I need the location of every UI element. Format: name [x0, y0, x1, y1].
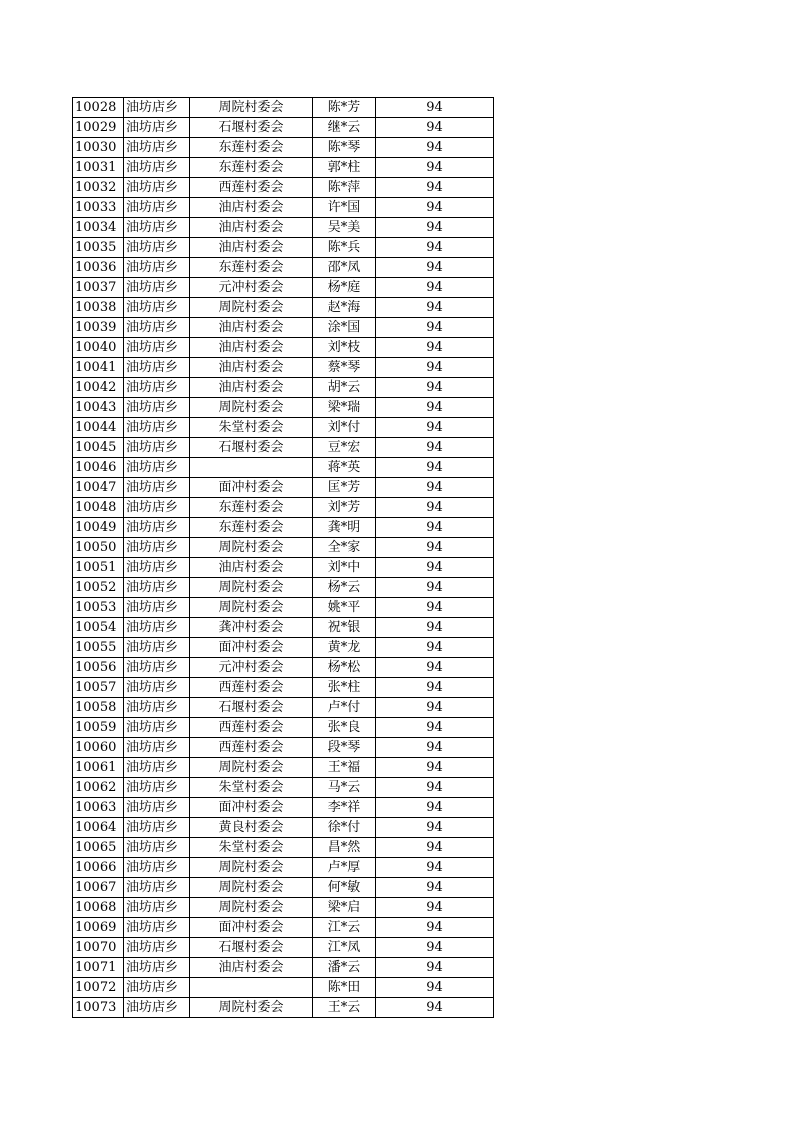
- score-cell: 94: [376, 378, 494, 398]
- village-cell: 油店村委会: [190, 218, 313, 238]
- record-id-cell: 10044: [73, 418, 124, 438]
- village-cell: 周院村委会: [190, 398, 313, 418]
- village-cell: 油店村委会: [190, 338, 313, 358]
- table-row: [73, 678, 494, 698]
- village-cell: 油店村委会: [190, 238, 313, 258]
- record-id-cell: 10063: [73, 798, 124, 818]
- score-cell: 94: [376, 598, 494, 618]
- village-cell: 面冲村委会: [190, 918, 313, 938]
- village-cell: 面冲村委会: [190, 638, 313, 658]
- town-cell: 油坊店乡: [124, 638, 190, 658]
- name-cell: 刘*付: [313, 418, 376, 438]
- record-id-cell: 10059: [73, 718, 124, 738]
- town-cell: 油坊店乡: [124, 998, 190, 1018]
- table-row: [73, 198, 494, 218]
- table-row: [73, 738, 494, 758]
- name-cell: 陈*琴: [313, 138, 376, 158]
- town-cell: 油坊店乡: [124, 838, 190, 858]
- table-row: [73, 818, 494, 838]
- table-row: [73, 138, 494, 158]
- record-id-cell: 10073: [73, 998, 124, 1018]
- town-cell: 油坊店乡: [124, 418, 190, 438]
- name-cell: 卢*付: [313, 698, 376, 718]
- record-id-cell: 10067: [73, 878, 124, 898]
- table-row: [73, 658, 494, 678]
- score-cell: 94: [376, 318, 494, 338]
- table-row: [73, 98, 494, 118]
- village-cell: 油店村委会: [190, 378, 313, 398]
- record-id-cell: 10029: [73, 118, 124, 138]
- name-cell: 刘*芳: [313, 498, 376, 518]
- village-cell: 面冲村委会: [190, 798, 313, 818]
- score-cell: 94: [376, 438, 494, 458]
- village-cell: 西莲村委会: [190, 738, 313, 758]
- village-cell: 周院村委会: [190, 598, 313, 618]
- village-cell: 石堰村委会: [190, 698, 313, 718]
- table-row: [73, 158, 494, 178]
- record-id-cell: 10031: [73, 158, 124, 178]
- score-cell: 94: [376, 198, 494, 218]
- name-cell: 杨*庭: [313, 278, 376, 298]
- name-cell: 吴*美: [313, 218, 376, 238]
- town-cell: 油坊店乡: [124, 778, 190, 798]
- table-row: [73, 238, 494, 258]
- name-cell: 匡*芳: [313, 478, 376, 498]
- table-row: [73, 838, 494, 858]
- town-cell: 油坊店乡: [124, 158, 190, 178]
- table-row: [73, 298, 494, 318]
- village-cell: 龚冲村委会: [190, 618, 313, 638]
- score-cell: 94: [376, 718, 494, 738]
- table-row: [73, 638, 494, 658]
- town-cell: 油坊店乡: [124, 238, 190, 258]
- score-cell: 94: [376, 238, 494, 258]
- town-cell: 油坊店乡: [124, 318, 190, 338]
- name-cell: 李*祥: [313, 798, 376, 818]
- table-row: [73, 878, 494, 898]
- village-cell: 东莲村委会: [190, 138, 313, 158]
- name-cell: 黄*龙: [313, 638, 376, 658]
- village-cell: 油店村委会: [190, 318, 313, 338]
- record-id-cell: 10061: [73, 758, 124, 778]
- village-cell: [190, 458, 313, 478]
- name-cell: 陈*萍: [313, 178, 376, 198]
- table-row: [73, 418, 494, 438]
- record-id-cell: 10028: [73, 98, 124, 118]
- town-cell: 油坊店乡: [124, 938, 190, 958]
- record-id-cell: 10040: [73, 338, 124, 358]
- name-cell: 杨*松: [313, 658, 376, 678]
- village-cell: 元冲村委会: [190, 658, 313, 678]
- town-cell: 油坊店乡: [124, 338, 190, 358]
- name-cell: 胡*云: [313, 378, 376, 398]
- table-row: [73, 718, 494, 738]
- score-cell: 94: [376, 358, 494, 378]
- record-id-cell: 10038: [73, 298, 124, 318]
- town-cell: 油坊店乡: [124, 198, 190, 218]
- village-cell: 周院村委会: [190, 998, 313, 1018]
- record-id-cell: 10062: [73, 778, 124, 798]
- village-cell: 石堰村委会: [190, 118, 313, 138]
- name-cell: 郭*柱: [313, 158, 376, 178]
- village-cell: 石堰村委会: [190, 438, 313, 458]
- record-id-cell: 10058: [73, 698, 124, 718]
- name-cell: 豆*宏: [313, 438, 376, 458]
- score-cell: 94: [376, 498, 494, 518]
- town-cell: 油坊店乡: [124, 538, 190, 558]
- town-cell: 油坊店乡: [124, 958, 190, 978]
- table-row: [73, 318, 494, 338]
- score-cell: 94: [376, 478, 494, 498]
- name-cell: 张*良: [313, 718, 376, 738]
- table-row: [73, 478, 494, 498]
- table-row: [73, 178, 494, 198]
- table-row: [73, 118, 494, 138]
- table-row: [73, 258, 494, 278]
- name-cell: 梁*瑞: [313, 398, 376, 418]
- town-cell: 油坊店乡: [124, 698, 190, 718]
- village-cell: 周院村委会: [190, 578, 313, 598]
- record-id-cell: 10054: [73, 618, 124, 638]
- score-cell: 94: [376, 958, 494, 978]
- village-cell: 周院村委会: [190, 298, 313, 318]
- table-row: [73, 578, 494, 598]
- village-cell: 朱堂村委会: [190, 418, 313, 438]
- village-cell: 面冲村委会: [190, 478, 313, 498]
- table-row: [73, 558, 494, 578]
- table-row: [73, 938, 494, 958]
- village-cell: 周院村委会: [190, 858, 313, 878]
- name-cell: 邵*凤: [313, 258, 376, 278]
- town-cell: 油坊店乡: [124, 458, 190, 478]
- town-cell: 油坊店乡: [124, 598, 190, 618]
- village-cell: 元冲村委会: [190, 278, 313, 298]
- village-cell: 东莲村委会: [190, 258, 313, 278]
- village-cell: 周院村委会: [190, 758, 313, 778]
- score-cell: 94: [376, 758, 494, 778]
- record-id-cell: 10050: [73, 538, 124, 558]
- name-cell: 马*云: [313, 778, 376, 798]
- town-cell: 油坊店乡: [124, 378, 190, 398]
- score-cell: 94: [376, 458, 494, 478]
- town-cell: 油坊店乡: [124, 278, 190, 298]
- town-cell: 油坊店乡: [124, 798, 190, 818]
- name-cell: 王*云: [313, 998, 376, 1018]
- table-row: [73, 398, 494, 418]
- record-id-cell: 10069: [73, 918, 124, 938]
- score-cell: 94: [376, 798, 494, 818]
- town-cell: 油坊店乡: [124, 438, 190, 458]
- score-cell: 94: [376, 638, 494, 658]
- village-cell: 西莲村委会: [190, 718, 313, 738]
- table-row: [73, 758, 494, 778]
- record-id-cell: 10035: [73, 238, 124, 258]
- score-cell: 94: [376, 898, 494, 918]
- record-id-cell: 10053: [73, 598, 124, 618]
- village-cell: 油店村委会: [190, 198, 313, 218]
- name-cell: 祝*银: [313, 618, 376, 638]
- village-cell: 东莲村委会: [190, 158, 313, 178]
- table-row: [73, 458, 494, 478]
- town-cell: 油坊店乡: [124, 858, 190, 878]
- village-cell: 油店村委会: [190, 358, 313, 378]
- town-cell: 油坊店乡: [124, 398, 190, 418]
- town-cell: 油坊店乡: [124, 518, 190, 538]
- name-cell: 段*琴: [313, 738, 376, 758]
- name-cell: 徐*付: [313, 818, 376, 838]
- score-cell: 94: [376, 698, 494, 718]
- score-cell: 94: [376, 858, 494, 878]
- name-cell: 蒋*英: [313, 458, 376, 478]
- table-row: [73, 218, 494, 238]
- record-id-cell: 10055: [73, 638, 124, 658]
- name-cell: 蔡*琴: [313, 358, 376, 378]
- village-cell: 周院村委会: [190, 98, 313, 118]
- village-cell: 周院村委会: [190, 898, 313, 918]
- name-cell: 卢*厚: [313, 858, 376, 878]
- roster-table: [72, 97, 494, 1018]
- score-cell: 94: [376, 258, 494, 278]
- record-id-cell: 10070: [73, 938, 124, 958]
- score-cell: 94: [376, 418, 494, 438]
- record-id-cell: 10060: [73, 738, 124, 758]
- town-cell: 油坊店乡: [124, 558, 190, 578]
- score-cell: 94: [376, 578, 494, 598]
- name-cell: 姚*平: [313, 598, 376, 618]
- name-cell: 潘*云: [313, 958, 376, 978]
- score-cell: 94: [376, 838, 494, 858]
- record-id-cell: 10057: [73, 678, 124, 698]
- score-cell: 94: [376, 998, 494, 1018]
- name-cell: 涂*国: [313, 318, 376, 338]
- record-id-cell: 10051: [73, 558, 124, 578]
- score-cell: 94: [376, 878, 494, 898]
- table-row: [73, 538, 494, 558]
- score-cell: 94: [376, 538, 494, 558]
- score-cell: 94: [376, 978, 494, 998]
- score-cell: 94: [376, 818, 494, 838]
- table-row: [73, 598, 494, 618]
- town-cell: 油坊店乡: [124, 478, 190, 498]
- name-cell: 刘*中: [313, 558, 376, 578]
- town-cell: 油坊店乡: [124, 118, 190, 138]
- score-cell: 94: [376, 738, 494, 758]
- record-id-cell: 10032: [73, 178, 124, 198]
- record-id-cell: 10033: [73, 198, 124, 218]
- table-row: [73, 978, 494, 998]
- town-cell: 油坊店乡: [124, 298, 190, 318]
- name-cell: 梁*启: [313, 898, 376, 918]
- record-id-cell: 10041: [73, 358, 124, 378]
- name-cell: 全*家: [313, 538, 376, 558]
- record-id-cell: 10072: [73, 978, 124, 998]
- table-row: [73, 338, 494, 358]
- town-cell: 油坊店乡: [124, 978, 190, 998]
- name-cell: 龚*明: [313, 518, 376, 538]
- score-cell: 94: [376, 138, 494, 158]
- score-cell: 94: [376, 618, 494, 638]
- town-cell: 油坊店乡: [124, 218, 190, 238]
- name-cell: 杨*云: [313, 578, 376, 598]
- score-cell: 94: [376, 98, 494, 118]
- record-id-cell: 10049: [73, 518, 124, 538]
- village-cell: 朱堂村委会: [190, 838, 313, 858]
- record-id-cell: 10042: [73, 378, 124, 398]
- town-cell: 油坊店乡: [124, 678, 190, 698]
- record-id-cell: 10052: [73, 578, 124, 598]
- record-id-cell: 10065: [73, 838, 124, 858]
- town-cell: 油坊店乡: [124, 618, 190, 638]
- score-cell: 94: [376, 338, 494, 358]
- table-row: [73, 698, 494, 718]
- score-cell: 94: [376, 558, 494, 578]
- village-cell: 周院村委会: [190, 878, 313, 898]
- table-row: [73, 378, 494, 398]
- town-cell: 油坊店乡: [124, 758, 190, 778]
- village-cell: 东莲村委会: [190, 518, 313, 538]
- record-id-cell: 10030: [73, 138, 124, 158]
- score-cell: 94: [376, 278, 494, 298]
- score-cell: 94: [376, 118, 494, 138]
- name-cell: 继*云: [313, 118, 376, 138]
- table-row: [73, 498, 494, 518]
- village-cell: 西莲村委会: [190, 178, 313, 198]
- village-cell: 黄良村委会: [190, 818, 313, 838]
- table-row: [73, 998, 494, 1018]
- town-cell: 油坊店乡: [124, 738, 190, 758]
- name-cell: 王*福: [313, 758, 376, 778]
- record-id-cell: 10047: [73, 478, 124, 498]
- score-cell: 94: [376, 158, 494, 178]
- table-row: [73, 958, 494, 978]
- record-id-cell: 10036: [73, 258, 124, 278]
- roster-body: [73, 98, 494, 1018]
- name-cell: 陈*田: [313, 978, 376, 998]
- town-cell: 油坊店乡: [124, 718, 190, 738]
- table-row: [73, 278, 494, 298]
- village-cell: 油店村委会: [190, 958, 313, 978]
- score-cell: 94: [376, 938, 494, 958]
- village-cell: [190, 978, 313, 998]
- score-cell: 94: [376, 918, 494, 938]
- score-cell: 94: [376, 298, 494, 318]
- record-id-cell: 10037: [73, 278, 124, 298]
- village-cell: 周院村委会: [190, 538, 313, 558]
- town-cell: 油坊店乡: [124, 178, 190, 198]
- table-row: [73, 778, 494, 798]
- town-cell: 油坊店乡: [124, 898, 190, 918]
- score-cell: 94: [376, 658, 494, 678]
- name-cell: 刘*枝: [313, 338, 376, 358]
- town-cell: 油坊店乡: [124, 578, 190, 598]
- village-cell: 东莲村委会: [190, 498, 313, 518]
- record-id-cell: 10071: [73, 958, 124, 978]
- town-cell: 油坊店乡: [124, 818, 190, 838]
- village-cell: 西莲村委会: [190, 678, 313, 698]
- score-cell: 94: [376, 678, 494, 698]
- name-cell: 陈*芳: [313, 98, 376, 118]
- table-row: [73, 358, 494, 378]
- town-cell: 油坊店乡: [124, 358, 190, 378]
- name-cell: 许*国: [313, 198, 376, 218]
- town-cell: 油坊店乡: [124, 878, 190, 898]
- score-cell: 94: [376, 518, 494, 538]
- record-id-cell: 10068: [73, 898, 124, 918]
- record-id-cell: 10048: [73, 498, 124, 518]
- name-cell: 昌*然: [313, 838, 376, 858]
- town-cell: 油坊店乡: [124, 918, 190, 938]
- town-cell: 油坊店乡: [124, 98, 190, 118]
- record-id-cell: 10045: [73, 438, 124, 458]
- record-id-cell: 10056: [73, 658, 124, 678]
- town-cell: 油坊店乡: [124, 498, 190, 518]
- name-cell: 赵*海: [313, 298, 376, 318]
- record-id-cell: 10034: [73, 218, 124, 238]
- village-cell: 朱堂村委会: [190, 778, 313, 798]
- score-cell: 94: [376, 218, 494, 238]
- name-cell: 陈*兵: [313, 238, 376, 258]
- record-id-cell: 10064: [73, 818, 124, 838]
- town-cell: 油坊店乡: [124, 658, 190, 678]
- table-row: [73, 618, 494, 638]
- name-cell: 江*云: [313, 918, 376, 938]
- table-row: [73, 898, 494, 918]
- village-cell: 石堰村委会: [190, 938, 313, 958]
- town-cell: 油坊店乡: [124, 138, 190, 158]
- table-row: [73, 798, 494, 818]
- name-cell: 张*柱: [313, 678, 376, 698]
- score-cell: 94: [376, 178, 494, 198]
- village-cell: 油店村委会: [190, 558, 313, 578]
- town-cell: 油坊店乡: [124, 258, 190, 278]
- table-row: [73, 438, 494, 458]
- score-cell: 94: [376, 778, 494, 798]
- table-row: [73, 858, 494, 878]
- name-cell: 江*凤: [313, 938, 376, 958]
- record-id-cell: 10039: [73, 318, 124, 338]
- name-cell: 何*敏: [313, 878, 376, 898]
- record-id-cell: 10046: [73, 458, 124, 478]
- table-row: [73, 918, 494, 938]
- record-id-cell: 10066: [73, 858, 124, 878]
- score-cell: 94: [376, 398, 494, 418]
- record-id-cell: 10043: [73, 398, 124, 418]
- table-row: [73, 518, 494, 538]
